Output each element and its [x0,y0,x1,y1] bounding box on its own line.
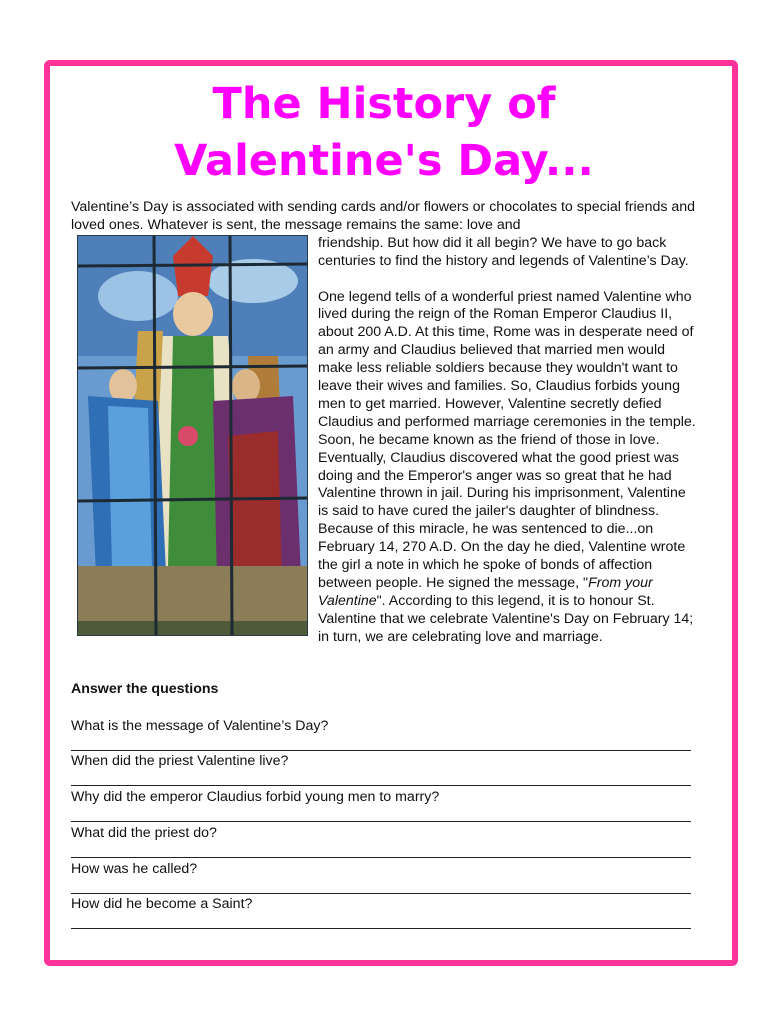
stained-glass-image [77,235,308,636]
question-1 [71,717,691,751]
answer-line-3[interactable] [71,821,691,822]
question-2 [71,752,691,786]
question-3-text: Why did the emperor Claudius forbid young men to marry? [71,789,440,805]
title-line-2: Valentine's Day... [174,136,594,186]
answer-line-5[interactable] [71,893,691,894]
intro-paragraph [71,199,697,235]
intro-before-image: Valentine’s Day is associated with sending cards and/or flowers or chocolates to special friends and loved ones. Whatever is sent, the message remains the same: love and [71,199,696,233]
legend-text-part1: One legend tells of a wonderful priest named Valentine who lived during the reign of the Roman Emperor Claudius II, about 200 A.D. At this time, Rome was in desperate need of an army and Claudius believed that married men would make less reliable soldiers because they wouldn't want to leave their wives and families. So, Claudius forbids young men to get married. However, Valentine secretly defied Claudius and performed marriage ceremonies in the temple. Soon, he became known as the friend of those in love. Eventually, Claudius discovered what the good priest was doing and the Emperor's anger was so great that he had Valentine thrown in jail. During his imprisonment, Valentine is said to have cured the jailer's daughter of blindness. Because of this miracle, he was sentenced to die...on February 14, 270 A.D. On the day he died, Valentine wrote the girl a note in which he spoke of bonds of affection between people. He signed the message, " [318,288,696,592]
stained-glass-illustration [78,236,307,635]
question-4-text: What did the priest do? [71,825,217,841]
question-2-text: When did the priest Valentine live? [71,753,289,769]
answer-line-4[interactable] [71,857,691,858]
intro-continuation: friendship. But how did it all begin? We have to go back centuries to find the history and legends of Valentine’s Day. [318,234,689,269]
question-6 [71,895,691,929]
legend-text-part2: ". According to this legend, it is to honour St. Valentine that we celebrate Valentine's Day on February 14; in turn, we are celebrating love and marriage. [318,592,694,645]
answer-line-6[interactable] [71,928,691,929]
question-1-text: What is the message of Valentine’s Day? [71,718,329,734]
title-line-1: The History of [212,79,556,129]
article-body [71,199,697,647]
answer-line-1[interactable] [71,750,691,751]
question-6-text: How did he become a Saint? [71,896,253,912]
question-3 [71,788,691,822]
answer-line-2[interactable] [71,785,691,786]
page-title [60,76,708,190]
signature-quote: From your Valentine [318,575,653,609]
question-5 [71,860,691,894]
question-5-text: How was he called? [71,861,198,877]
questions-heading: Answer the questions [71,681,219,697]
question-4 [71,824,691,858]
